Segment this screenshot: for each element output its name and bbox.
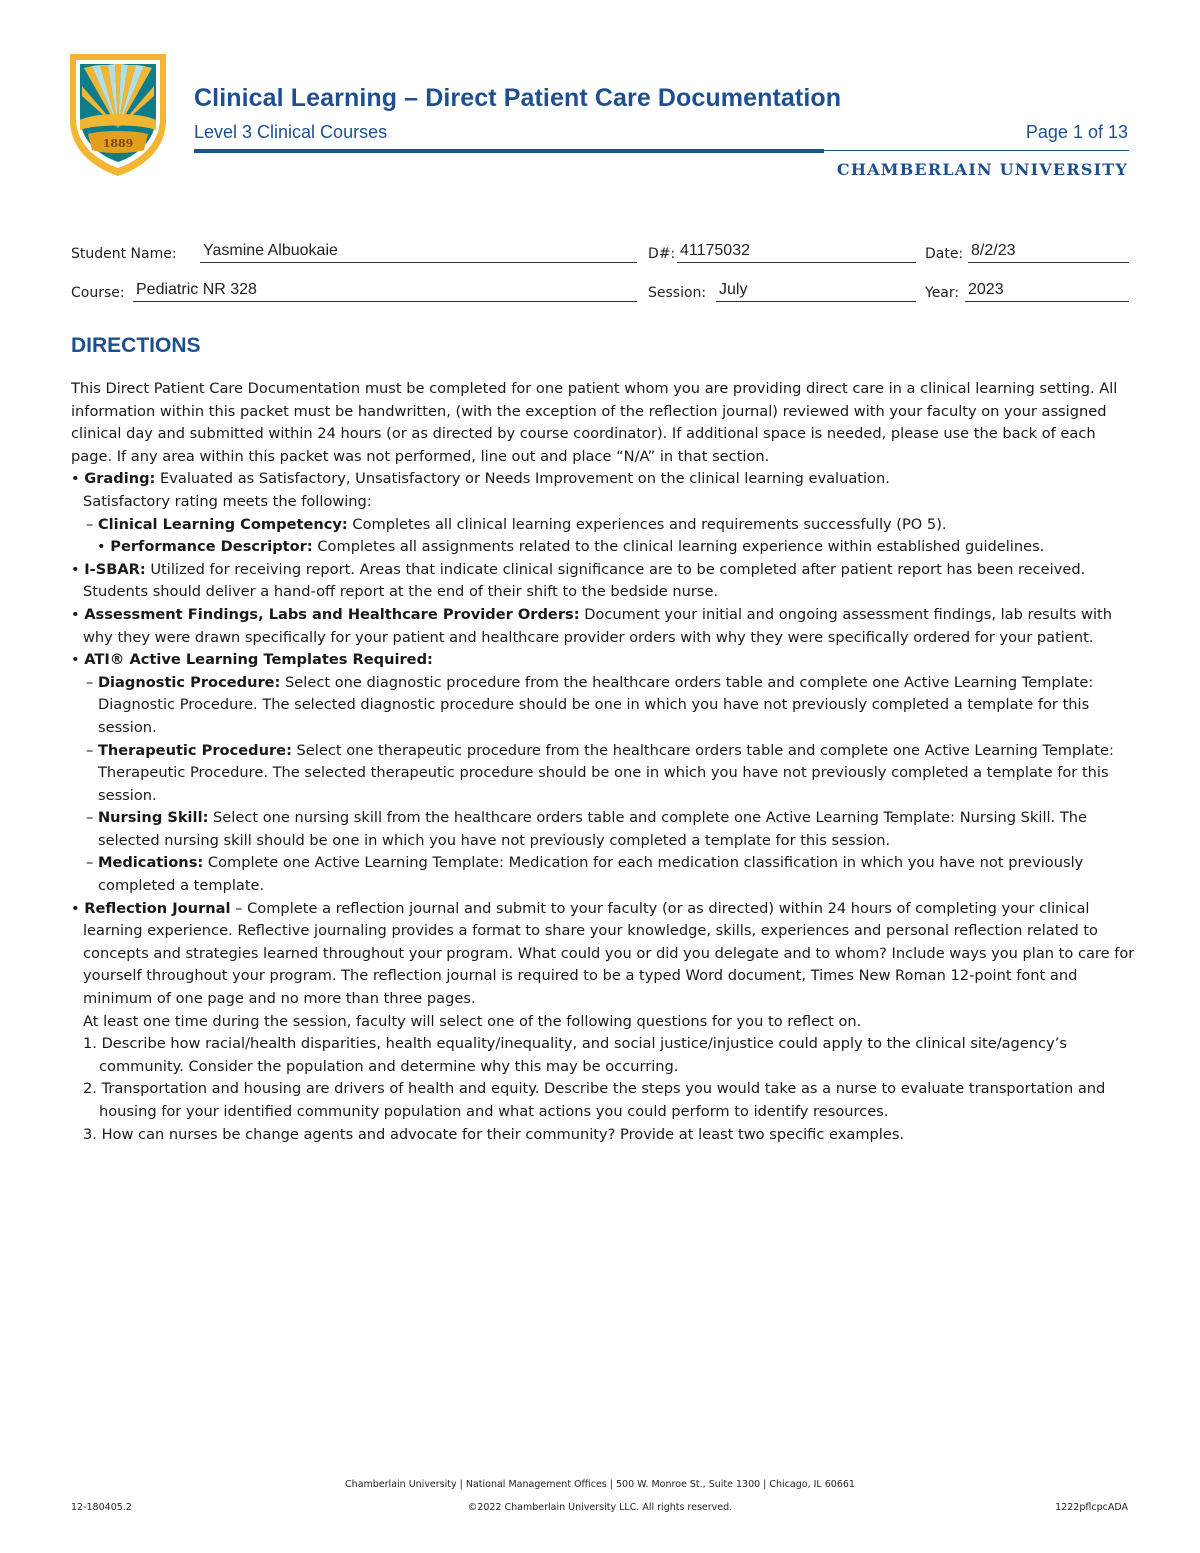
course-line[interactable] — [133, 277, 637, 302]
clinical-competency-item: – Clinical Learning Competency: Completes all clinical learning experiences and requirements successfully (PO 5). — [86, 515, 947, 533]
year-value: 2023 — [968, 281, 1004, 298]
student-name-line[interactable] — [200, 238, 637, 263]
document-title: Clinical Learning – Direct Patient Care Documentation — [194, 84, 842, 112]
reflection-question-1: 1. Describe how racial/health disparities, health equality/inequality, and social justice/injustice could apply to the clinical site/agency’s community. Consider the population and determine why this may be occurring. — [83, 1035, 1067, 1075]
date-field — [925, 237, 1129, 263]
course-label: Course: — [71, 285, 125, 301]
course-field — [71, 276, 637, 302]
university-wordmark: CHAMBERLAIN UNIVERSITY — [836, 160, 1128, 179]
session-field — [648, 276, 916, 302]
footer-address: Chamberlain University | National Management Offices | 500 W. Monroe St., Suite 1300 | Chicago, IL 60661 — [345, 1479, 855, 1490]
date-value: 8/2/23 — [971, 242, 1016, 259]
header-rule-thin — [824, 150, 1129, 151]
footer-copyright: ©2022 Chamberlain University LLC. All rights reserved. — [467, 1502, 733, 1513]
session-label: Session: — [648, 285, 707, 301]
footer-left-code: 12-180405.2 — [71, 1502, 132, 1513]
student-name-value: Yasmine Albuokaie — [203, 242, 338, 259]
year-line[interactable] — [965, 277, 1129, 302]
directions-heading: DIRECTIONS — [71, 334, 201, 357]
ati-bullet: • ATI® Active Learning Templates Required: — [71, 651, 433, 669]
page-number: Page 1 of 13 — [1025, 122, 1128, 142]
course-value: Pediatric NR 328 — [136, 281, 257, 298]
directions-body — [71, 378, 1141, 1146]
d-number-label: D#: — [648, 246, 676, 262]
directions-intro: This Direct Patient Care Documentation must be completed for one patient whom you are providing direct care in a clinical learning setting. All information within this packet must be handwritten, (with the exception of the reflection journal) reviewed with your faculty on your assigned clinical day and submitted within 24 hours (or as directed by course coordinator). If additional space is needed, please use the back of each page. If any area within this packet was not performed, line out and place “N/A” in that section. — [71, 380, 1118, 465]
d-number-value: 41175032 — [680, 242, 750, 259]
reflection-journal-bullet: • Reflection Journal – Complete a reflection journal and submit to your faculty (or as directed) within 24 hours of completing your clinical learning experience. Reflective journaling provides a format to share your knowledge, skills, experiences and personal reflection related to concepts and strategies learned throughout your program. What could you or did you delegate and to whom? Include ways you plan to care for yourself throughout your program. The reflection journal is required to be a typed Word document, Times New Roman 12-point font and minimum of one page and no more than three pages. — [71, 899, 1135, 1008]
date-label: Date: — [925, 246, 964, 262]
student-name-label: Student Name: — [71, 246, 177, 262]
performance-descriptor-item: • Performance Descriptor: Completes all assignments related to the clinical learning experience within established guidelines. — [97, 538, 1045, 556]
therapeutic-procedure-item: – Therapeutic Procedure: Select one therapeutic procedure from the healthcare orders table and complete one Active Learning Template: Therapeutic Procedure. The selected therapeutic procedure should be one in which you have not previously completed a template for this session. — [86, 741, 1114, 804]
diagnostic-procedure-item: – Diagnostic Procedure: Select one diagnostic procedure from the healthcare orders table and complete one Active Learning Template: Diagnostic Procedure. The selected diagnostic procedure should be one in which you have not previously completed a template for this session. — [86, 673, 1094, 736]
session-line[interactable] — [716, 277, 916, 302]
chamberlain-seal-logo — [66, 50, 170, 178]
nursing-skill-item: – Nursing Skill: Select one nursing skill from the healthcare orders table and complete one Active Learning Template: Nursing Skill. The selected nursing skill should be one in which you have not previously completed a template for this session. — [86, 809, 1087, 849]
year-label: Year: — [925, 285, 960, 301]
d-number-line[interactable] — [677, 238, 916, 263]
session-value: July — [719, 281, 748, 298]
reflection-question-3: 3. How can nurses be change agents and advocate for their community? Provide at least two specific examples. — [83, 1125, 905, 1143]
reflection-question-2: 2. Transportation and housing are drivers of health and equity. Describe the steps you would take as a nurse to evaluate transportation and housing for your identified community population and what actions you could perform to identify resources. — [83, 1080, 1106, 1120]
isbar-bullet: • I-SBAR: Utilized for receiving report. Areas that indicate clinical significance are to be completed after patient report has been received. Students should deliver a hand-off report at the end of their shift to the bedside nurse. — [71, 560, 1086, 601]
footer-right-code: 1222pflcpcADA — [1055, 1502, 1128, 1513]
date-line[interactable] — [968, 238, 1129, 263]
medications-item: – Medications: Complete one Active Learning Template: Medication for each medication classification in which you have not previously completed a template. — [86, 854, 1084, 895]
document-subtitle: Level 3 Clinical Courses — [194, 122, 388, 142]
header-rule — [194, 149, 824, 153]
grading-bullet: • Grading: Evaluated as Satisfactory, Unsatisfactory or Needs Improvement on the clinical learning evaluation. Satisfactory rating meets the following: — [71, 470, 890, 510]
reflection-question-intro: At least one time during the session, faculty will select one of the following questions for you to reflect on. — [83, 1012, 862, 1030]
field-row-2 — [71, 276, 1129, 302]
d-number-field — [648, 237, 916, 263]
student-name-field — [71, 237, 637, 263]
assessment-bullet: • Assessment Findings, Labs and Healthcare Provider Orders: Document your initial and ongoing assessment findings, lab results with why they were drawn specifically for your patient and healthcare provider orders with why they were specifically ordered for your patient. — [71, 605, 1113, 646]
year-field — [925, 276, 1129, 302]
field-row-1 — [71, 237, 1129, 263]
seal-year-text: 1889 — [102, 137, 134, 150]
